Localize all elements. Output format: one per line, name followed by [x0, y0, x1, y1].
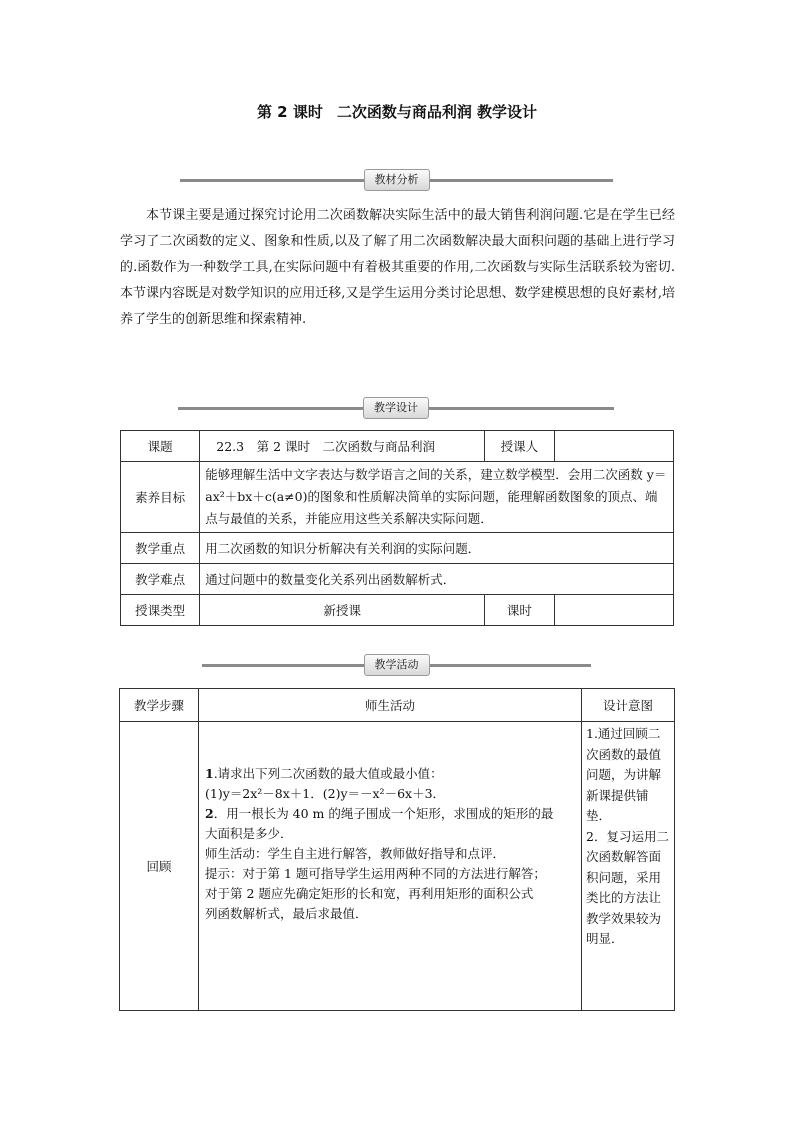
question-2 — [205, 804, 575, 824]
section-header-analysis — [180, 169, 613, 191]
goals-value: 能够理解生活中文字表达与数学语言之间的关系，建立数学模型．会用二次函数 y＝ax²＋bx＋c(a≠0)的图象和性质解决简单的实际问题，能理解函数图象的顶点、端点与最值的关系，并能应用这些关系解决实际问题． — [200, 462, 674, 533]
title-topic: 二次函数与商品利润 教学设计 — [336, 103, 538, 121]
teacher-label: 授课人 — [485, 431, 554, 462]
key-point-label: 教学重点 — [121, 533, 200, 564]
section-badge-design: 教学设计 — [363, 397, 429, 419]
table-row — [121, 431, 674, 462]
question-2-text-cont: 大面积是多少． — [205, 826, 293, 841]
teacher-value — [554, 431, 673, 462]
section-badge-activity: 教学活动 — [364, 654, 430, 676]
col-intent-header: 设计意图 — [582, 689, 675, 722]
table-row — [120, 722, 675, 1011]
intent-cell: 1.通过回顾二次函数的最值问题，为讲解新课提供铺垫． 2．复习运用二次函数解答面积问题，采用类比的方法让教学效果较为明显． — [582, 722, 675, 1011]
difficulty-label: 教学难点 — [121, 564, 200, 595]
analysis-paragraph: 本节课主要是通过探究讨论用二次函数解决实际生活中的最大销售利润问题.它是在学生已经学习了二次函数的定义、图象和性质,以及了解了用二次函数解决最大面积问题的基础上进行学习的.函数作为一种数学工具,在实际问题中有着极其重要的作用,二次函数与实际生活联系较为密切.本节课内容既是对数学知识的应用迁移,又是学生运用分类讨论思想、数学建模思想的良好素材,培养了学生的创新思维和探索精神. — [120, 208, 675, 327]
question-2-text: ．用一根长为 40 m 的绳子围成一个矩形，求围成的矩形的最 — [213, 806, 554, 821]
hint-line-3: 列函数解析式，最后求最值． — [205, 906, 368, 921]
topic-label: 课题 — [121, 431, 200, 462]
page-title — [0, 101, 794, 122]
table-header-row — [120, 689, 675, 722]
hours-value — [554, 595, 673, 626]
title-lesson: 第 2 课时 — [256, 103, 323, 121]
hint-line-1: 提示：对于第 1 题可指导学生运用两种不同的方法进行解答； — [205, 866, 546, 881]
lesson-type-label: 授课类型 — [121, 595, 200, 626]
key-point-value: 用二次函数的知识分析解决有关利润的实际问题． — [200, 533, 674, 564]
step-review: 回顾 — [120, 722, 199, 1011]
question-2-number: 2 — [205, 806, 214, 821]
section-badge-analysis: 教材分析 — [364, 169, 430, 191]
hours-label: 课时 — [485, 595, 554, 626]
col-step-header: 教学步骤 — [120, 689, 199, 722]
question-1 — [205, 764, 575, 784]
goals-label: 素养目标 — [121, 462, 200, 533]
table-row — [121, 462, 674, 533]
design-table — [120, 430, 674, 626]
section-header-design — [178, 397, 614, 419]
col-activity-header: 师生活动 — [199, 689, 582, 722]
table-row — [121, 564, 674, 595]
question-1-number: 1 — [205, 766, 214, 781]
table-row — [121, 533, 674, 564]
hint-line-2: 对于第 2 题应先确定矩形的长和宽，再利用矩形的面积公式 — [205, 886, 534, 901]
question-1-functions: (1)y＝2x²－8x＋1．(2)y＝－x²－6x＋3． — [205, 786, 446, 801]
question-1-text: .请求出下列二次函数的最大值或最小值： — [213, 766, 443, 781]
difficulty-value: 通过问题中的数量变化关系列出函数解析式． — [200, 564, 674, 595]
topic-value: 22.3 第 2 课时 二次函数与商品利润 — [200, 431, 485, 462]
activity-cell — [199, 722, 582, 1011]
activity-table — [119, 688, 675, 1011]
section-header-activity — [202, 654, 591, 676]
table-row — [121, 595, 674, 626]
lesson-type-value: 新授课 — [200, 595, 485, 626]
teacher-student-activity: 师生活动：学生自主进行解答，教师做好指导和点评． — [205, 846, 506, 861]
